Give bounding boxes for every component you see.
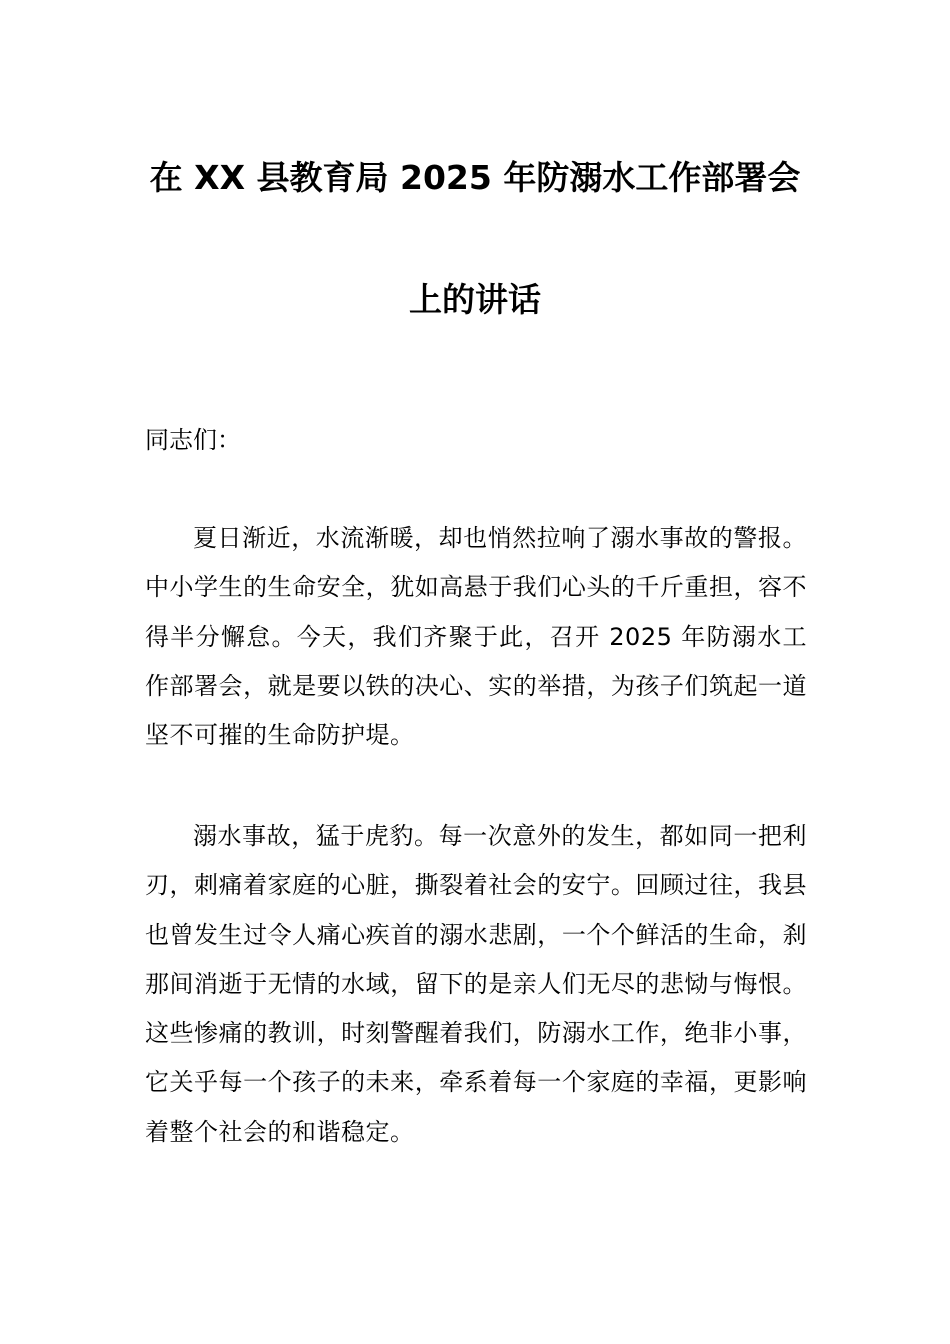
body-paragraph: 夏日渐近，水流渐暖，却也悄然拉响了溺水事故的警报。中小学生的生命安全，犹如高悬于我们心头的千斤重担，容不得半分懈怠。今天，我们齐聚于此，召开 2025 年防溺水工作部署会，就是要以铁的决心、实的举措，为孩子们筑起一道坚不可摧的生命防护堤。 bbox=[145, 524, 807, 750]
document-title-line1: 在 XX 县教育局 2025 年防溺水工作部署会 bbox=[149, 158, 801, 197]
document-title-line2: 上的讲话 bbox=[409, 280, 541, 319]
salutation: 同志们： bbox=[145, 426, 241, 454]
body-paragraph: 溺水事故，猛于虎豹。每一次意外的发生，都如同一把利刃，刺痛着家庭的心脏，撕裂着社会的安宁。回顾过往，我县也曾发生过令人痛心疾首的溺水悲剧，一个个鲜活的生命，刹那间消逝于无情的水域，留下的是亲人们无尽的悲恸与悔恨。这些惨痛的教训，时刻警醒着我们，防溺水工作，绝非小事，它关乎每一个孩子的未来，牵系着每一个家庭的幸福，更影响着整个社会的和谐稳定。 bbox=[145, 822, 807, 1146]
